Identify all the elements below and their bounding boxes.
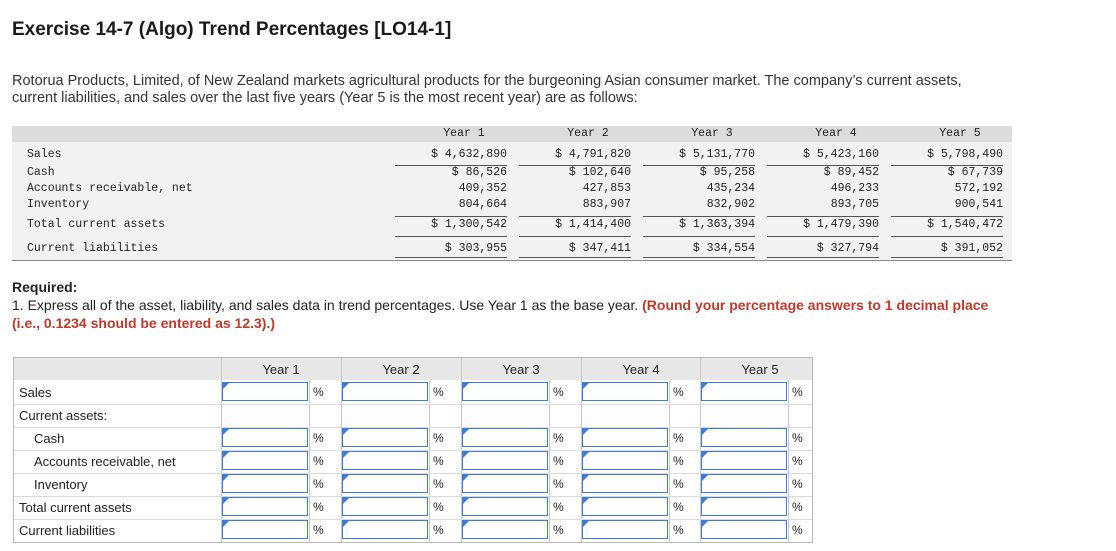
percent-sign: % [553,431,564,445]
answer-grid [13,357,813,543]
percent-sign: % [673,385,684,399]
trend-percent-input[interactable] [342,474,428,493]
required-section [12,278,992,332]
percent-sign: % [792,523,803,537]
percent-sign: % [673,431,684,445]
data-rule [395,165,507,166]
trend-percent-input[interactable] [342,520,428,539]
percent-sign: % [673,500,684,514]
trend-percent-input[interactable] [701,451,787,470]
data-cell: 900,541 [954,198,1003,211]
data-cell: $ 4,791,820 [555,148,631,161]
grid-header-year: Year 1 [262,362,300,377]
percent-sign: % [313,454,324,468]
percent-sign: % [553,500,564,514]
data-cell: $ 5,798,490 [927,148,1003,161]
data-rule [519,257,631,258]
data-rule [643,165,755,166]
grid-row-label: Inventory [34,477,88,492]
percent-sign: % [433,523,444,537]
data-cell: $ 334,554 [692,242,755,255]
data-row-label: Inventory [27,198,90,211]
trend-percent-input[interactable] [462,497,548,516]
data-row-label: Cash [27,166,55,179]
input-corner-marker-icon [463,498,469,504]
trend-percent-input[interactable] [582,451,668,470]
data-row-label: Accounts receivable, net [27,182,193,195]
data-cell: 804,664 [458,198,507,211]
data-cell: $ 1,363,394 [679,218,755,231]
data-header-year: Year 1 [443,127,485,140]
data-row-label: Current liabilities [27,242,159,255]
grid-row-label: Current assets: [19,408,108,423]
input-corner-marker-icon [583,475,589,481]
data-cell: $ 102,640 [568,166,631,179]
percent-sign: % [313,477,324,491]
percent-sign: % [313,431,324,445]
trend-percent-input[interactable] [582,428,668,447]
data-cell: 409,352 [458,182,507,195]
percent-sign: % [433,454,444,468]
data-cell: $ 303,955 [444,242,507,255]
data-cell: 832,902 [706,198,755,211]
data-row [12,166,1012,182]
rounding-note: (Round your percentage answers to 1 decimal place (i.e., 0.1234 should be entered as 12.3).) [12,297,989,331]
percent-sign: % [433,500,444,514]
trend-percent-input[interactable] [222,497,308,516]
input-corner-marker-icon [343,452,349,458]
input-corner-marker-icon [223,383,229,389]
percent-sign: % [792,385,803,399]
data-cell: $ 5,423,160 [803,148,879,161]
input-corner-marker-icon [223,498,229,504]
grid-row-label: Accounts receivable, net [34,454,176,469]
trend-percent-input[interactable] [462,428,548,447]
data-rule [519,216,631,217]
input-corner-marker-icon [343,429,349,435]
trend-percent-input[interactable] [222,428,308,447]
input-corner-marker-icon [702,498,708,504]
input-corner-marker-icon [583,452,589,458]
grid-header [14,358,812,380]
data-rule [395,257,507,258]
required-instructions [12,296,992,332]
data-cell: 883,907 [582,198,631,211]
input-corner-marker-icon [702,429,708,435]
input-corner-marker-icon [343,498,349,504]
percent-sign: % [313,385,324,399]
data-row [12,198,1012,214]
input-corner-marker-icon [463,475,469,481]
data-header-year: Year 5 [939,127,981,140]
data-cell: 435,234 [706,182,755,195]
data-rule [767,165,879,166]
trend-percent-input[interactable] [462,382,548,401]
input-corner-marker-icon [583,498,589,504]
page-title: Exercise 14-7 (Algo) Trend Percentages [LO14-1] [12,19,452,40]
grid-row-label: Total current assets [19,500,132,515]
data-rule [643,236,755,237]
trend-percent-input[interactable] [342,451,428,470]
input-corner-marker-icon [702,475,708,481]
input-corner-marker-icon [223,475,229,481]
data-cell: $ 1,414,400 [555,218,631,231]
data-header-year: Year 3 [691,127,733,140]
data-rule [519,236,631,237]
data-rule [891,216,1003,217]
percent-sign: % [553,454,564,468]
percent-sign: % [792,431,803,445]
grid-row-label: Cash [34,431,65,446]
input-corner-marker-icon [343,521,349,527]
grid-row-rule [14,404,812,405]
trend-percent-input[interactable] [701,474,787,493]
input-corner-marker-icon [583,429,589,435]
data-cell: $ 86,526 [451,166,507,179]
data-header-year: Year 4 [815,127,857,140]
input-corner-marker-icon [702,452,708,458]
percent-sign: % [313,500,324,514]
percent-sign: % [673,477,684,491]
data-row [12,148,1012,164]
grid-header-year: Year 2 [382,362,420,377]
input-corner-marker-icon [702,521,708,527]
grid-header-year: Year 5 [741,362,779,377]
data-rule [395,236,507,237]
data-cell: $ 1,300,542 [431,218,507,231]
trend-percent-input[interactable] [222,474,308,493]
percent-sign: % [313,523,324,537]
trend-percent-input[interactable] [582,474,668,493]
data-cell: 893,705 [830,198,879,211]
grid-header-year: Year 4 [622,362,660,377]
data-rule [395,216,507,217]
percent-sign: % [673,454,684,468]
percent-sign: % [433,385,444,399]
grid-row-label: Current liabilities [19,523,116,538]
data-header-year: Year 2 [567,127,609,140]
data-cell: $ 327,794 [816,242,879,255]
trend-percent-input[interactable] [462,451,548,470]
trend-percent-input[interactable] [582,382,668,401]
data-row [12,242,1012,258]
trend-percent-input[interactable] [582,520,668,539]
percent-sign: % [792,477,803,491]
trend-percent-input[interactable] [582,497,668,516]
data-rule [519,165,631,166]
input-corner-marker-icon [463,383,469,389]
data-cell: 427,853 [582,182,631,195]
data-rule [891,257,1003,258]
data-cell: $ 391,052 [940,242,1003,255]
percent-sign: % [553,477,564,491]
data-cell: $ 347,411 [568,242,631,255]
required-text: 1. Express all of the asset, liability, and sales data in trend percentages. Use Year 1 as the base year. [12,297,639,313]
trend-percent-input[interactable] [462,520,548,539]
input-corner-marker-icon [583,383,589,389]
input-corner-marker-icon [463,452,469,458]
data-rule [891,165,1003,166]
input-corner-marker-icon [463,521,469,527]
grid-row-label: Sales [19,385,52,400]
data-row [12,182,1012,198]
percent-sign: % [433,431,444,445]
input-corner-marker-icon [223,521,229,527]
trend-percent-input[interactable] [342,428,428,447]
trend-percent-input[interactable] [701,520,787,539]
data-rule [643,216,755,217]
data-cell: $ 1,540,472 [927,218,1003,231]
grid-header-year: Year 3 [502,362,540,377]
data-rule [643,257,755,258]
data-cell: 496,233 [830,182,879,195]
trend-percent-input[interactable] [701,428,787,447]
trend-percent-input[interactable] [222,520,308,539]
input-corner-marker-icon [583,521,589,527]
data-cell: $ 4,632,890 [431,148,507,161]
data-cell: $ 89,452 [823,166,879,179]
data-cell: $ 67,739 [947,166,1003,179]
trend-percent-input[interactable] [222,382,308,401]
input-corner-marker-icon [343,383,349,389]
data-rule [767,216,879,217]
problem-intro: Rotorua Products, Limited, of New Zealand markets agricultural products for the burgeoning Asian consumer market. The company’s current assets, current liabilities, and sales over the last five years (Year 5 is the most recent year) are as follows: [12,73,962,106]
percent-sign: % [792,500,803,514]
percent-sign: % [433,477,444,491]
trend-percent-input[interactable] [342,382,428,401]
input-corner-marker-icon [223,452,229,458]
percent-sign: % [553,385,564,399]
trend-percent-input[interactable] [222,451,308,470]
data-cell: $ 5,131,770 [679,148,755,161]
data-cell: $ 95,258 [699,166,755,179]
data-cell: $ 1,479,390 [803,218,879,231]
data-cell: 572,192 [954,182,1003,195]
data-row-label: Total current assets [27,218,166,231]
trend-percent-input[interactable] [342,497,428,516]
input-corner-marker-icon [343,475,349,481]
trend-percent-input[interactable] [462,474,548,493]
trend-percent-input[interactable] [701,497,787,516]
percent-sign: % [673,523,684,537]
percent-sign: % [792,454,803,468]
data-rule [891,236,1003,237]
input-corner-marker-icon [223,429,229,435]
percent-sign: % [553,523,564,537]
data-bottom-rule [12,260,1012,261]
trend-percent-input[interactable] [701,382,787,401]
data-row-label: Sales [27,148,62,161]
input-corner-marker-icon [702,383,708,389]
input-corner-marker-icon [463,429,469,435]
data-rule [767,236,879,237]
data-row [12,218,1012,234]
required-heading: Required: [12,279,78,295]
data-rule [767,257,879,258]
